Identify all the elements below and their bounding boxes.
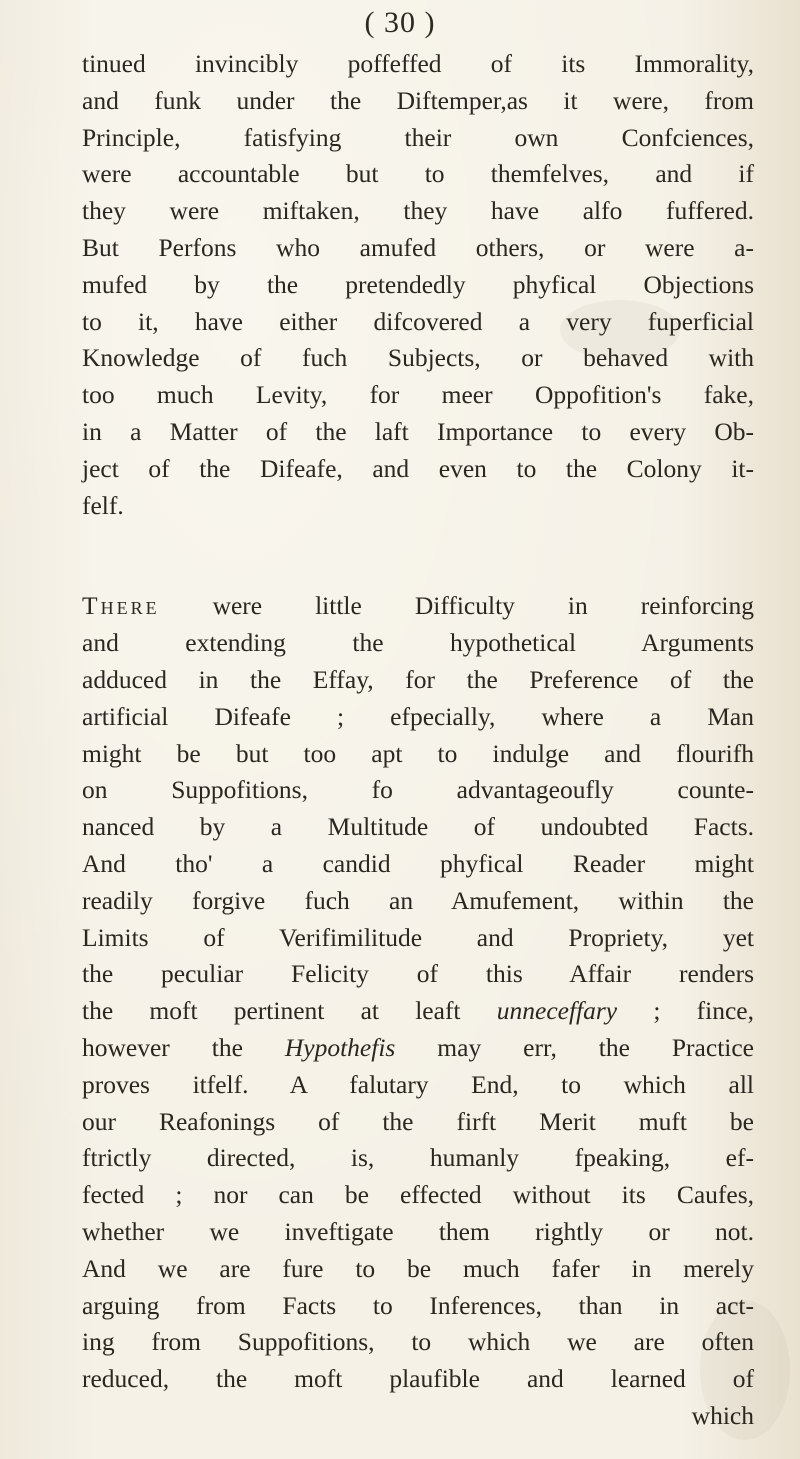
text-line: proves itfelf. A falutary End, to which all	[82, 1069, 754, 1099]
text-line: Limits of Verifimilitude and Propriety, yet	[82, 922, 754, 952]
text-line: reduced, the moft plaufible and learned of	[82, 1364, 754, 1394]
text-line: the peculiar Felicity of this Affair renders	[82, 959, 754, 989]
text-fragment: the moft pertinent at leaft	[82, 996, 497, 1026]
paragraph-gap	[82, 524, 754, 588]
text-line: mufed by the pretendedly phyfical Objections	[82, 269, 754, 299]
text-line: Knowledge of fuch Subjects, or behaved with	[82, 343, 754, 373]
text-fragment: ; fince,	[617, 996, 754, 1026]
italic-word: Hypothefis	[284, 1032, 396, 1062]
text-line	[82, 588, 754, 625]
text-line: ing from Suppofitions, to which we are often	[82, 1327, 754, 1357]
text-line: were accountable but to themfelves, and if	[82, 159, 754, 189]
text-line: artificial Difeafe ; efpecially, where a Man	[82, 701, 754, 731]
text-line: nanced by a Multitude of undoubted Facts.	[82, 812, 754, 842]
text-line: too much Levity, for meer Oppofition's fake,	[82, 380, 754, 410]
text-line: arguing from Facts to Inferences, than in act-	[82, 1290, 754, 1320]
text-line: But Perfons who amufed others, or were a-	[82, 232, 754, 262]
text-fragment: however the	[82, 1032, 285, 1062]
text-line: And we are fure to be much fafer in merely	[82, 1253, 754, 1283]
text-line: tinued invincibly poffeffed of its Immorality,	[82, 49, 754, 78]
text-line: ftrictly directed, is, humanly fpeaking, ef-	[82, 1143, 754, 1173]
italic-word: unneceffary	[496, 996, 618, 1026]
text-line: felf.	[82, 490, 124, 520]
text-line: they were miftaken, they have alfo fuffered.	[82, 196, 754, 226]
text-line: readily forgive fuch an Amufement, within the	[82, 885, 754, 915]
text-fragment: may err, the Practice	[395, 1032, 754, 1062]
text-line: to it, have either difcovered a very fuperficial	[82, 306, 754, 336]
text-line: And tho' a candid phyfical Reader might	[82, 848, 754, 878]
text-line: our Reafonings of the firft Merit muft be	[82, 1106, 754, 1136]
text-line: and extending the hypothetical Arguments	[82, 628, 754, 658]
text-line: on Suppofitions, fo advantageoufly counte-	[82, 775, 754, 805]
text-line: in a Matter of the laft Importance to every Ob-	[82, 416, 754, 446]
text-fragment: were little Difficulty in reinforcing	[159, 591, 754, 621]
page-number: ( 30 )	[364, 6, 436, 39]
text-line	[82, 993, 754, 1030]
text-line: whether we inveftigate them rightly or not.	[82, 1216, 754, 1246]
body-text	[82, 46, 754, 1435]
text-line	[82, 1030, 754, 1067]
text-line: adduced in the Effay, for the Preference of the	[82, 664, 754, 694]
text-line: might be but too apt to indulge and flourifh	[82, 738, 754, 768]
text-line: and funk under the Diftemper,as it were, from	[82, 85, 754, 115]
text-line: Principle, fatisfying their own Confciences,	[82, 122, 754, 152]
drop-word: There	[82, 591, 160, 621]
catchword: which	[691, 1400, 754, 1430]
text-line: fected ; nor can be effected without its Caufes,	[82, 1180, 754, 1210]
text-line: ject of the Difeafe, and even to the Colony it-	[82, 453, 754, 483]
